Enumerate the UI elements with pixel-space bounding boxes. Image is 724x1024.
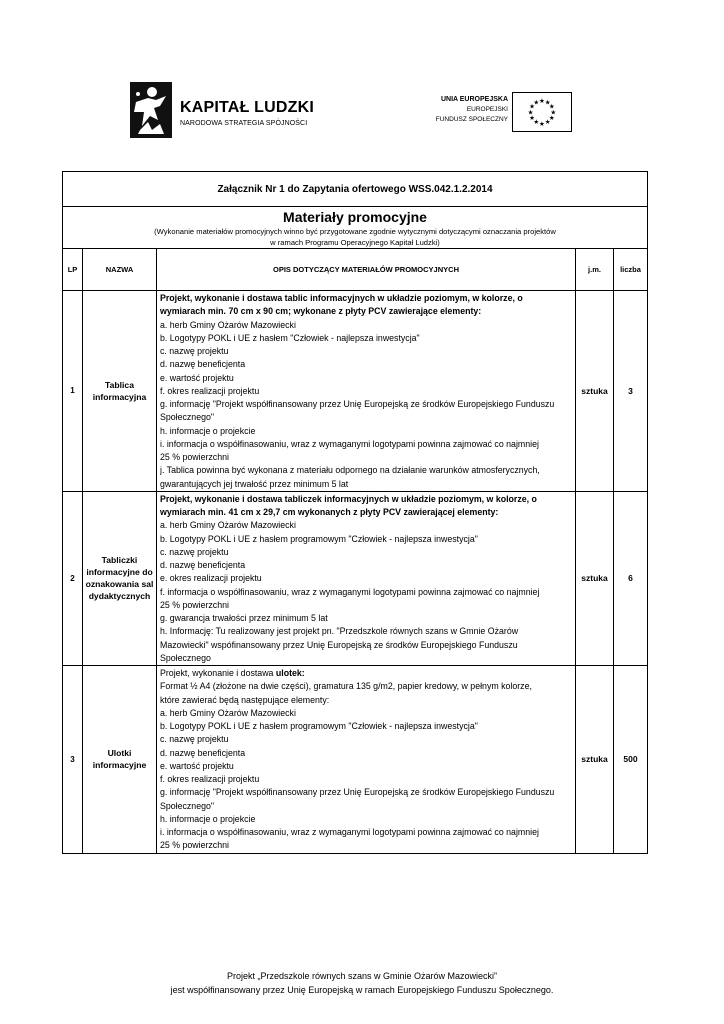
description-text: Społecznego <box>160 652 211 663</box>
description-text: h. informacje o projekcie <box>160 813 256 824</box>
description-line <box>160 385 573 398</box>
description-text: d. nazwę beneficjenta <box>160 747 246 758</box>
item-name-line: oznakowania sal <box>85 579 154 590</box>
description-text: Społecznego" <box>160 412 214 423</box>
description-text: Projekt, wykonanie i dostawa <box>160 668 276 678</box>
description-line <box>160 438 573 451</box>
description-text: 25 % powierzchni <box>160 452 229 462</box>
eu-star-icon: ★ <box>539 97 545 105</box>
description-text: Mazowiecki" wspófinansowany przez Unię Europejską ze środków Europejskiego Funduszu <box>160 639 518 650</box>
description-emphasis: ulotek: <box>275 668 305 678</box>
description-line <box>160 652 573 665</box>
description-text: i. informacja o współfinasowaniu, wraz z wymaganymi logotypami powinna zajmować co najmniej <box>160 827 539 837</box>
description-line <box>160 372 573 385</box>
eu-logo-text <box>436 95 508 125</box>
description-line <box>160 667 573 680</box>
description-line <box>160 559 573 572</box>
description-line <box>160 319 573 332</box>
eu-star-icon: ★ <box>544 119 551 127</box>
eu-logo-line3: FUNDUSZ SPOŁECZNY <box>435 116 508 123</box>
eu-star-icon: ★ <box>533 99 540 107</box>
description-text: a. herb Gminy Ożarów Mazowiecki <box>160 707 296 718</box>
description-text: g. informację "Projekt współfinansowany przez Unię Europejską ze środków Europejskiego Funduszu <box>160 787 555 798</box>
item-quantity: 500 <box>614 666 648 854</box>
description-text: e. wartość projektu <box>160 372 234 383</box>
description-line <box>160 733 573 746</box>
description-text: e. wartość projektu <box>160 760 234 771</box>
table-row <box>63 291 648 492</box>
item-description <box>157 491 576 665</box>
column-header-unit: j.m. <box>576 249 614 291</box>
description-line <box>160 572 573 585</box>
section-header <box>63 207 648 249</box>
item-quantity: 6 <box>614 491 648 665</box>
column-header-lp: LP <box>63 249 83 291</box>
column-header-description: OPIS DOTYCZĄCY MATERIAŁÓW PROMOCYJNYCH <box>157 249 576 291</box>
table-header-row <box>63 249 648 291</box>
item-unit: sztuka <box>576 491 614 665</box>
item-name-line: Ulotki <box>107 748 132 759</box>
description-line <box>160 292 573 305</box>
description-line <box>160 345 573 358</box>
description-line <box>160 707 573 720</box>
description-line <box>160 813 573 826</box>
description-text: a. herb Gminy Ożarów Mazowiecki <box>160 319 296 330</box>
kapital-ludzki-emblem-icon <box>130 82 172 138</box>
eu-star-icon: ★ <box>539 120 545 128</box>
table-row <box>63 491 648 665</box>
description-text: Format ½ A4 (złożone na dwie części), gramatura 135 g/m2, papier kredowy, w pełnym kolorze, <box>160 681 532 692</box>
description-text: 25 % powierzchni <box>160 599 229 610</box>
description-text: 25 % powierzchni <box>160 840 229 851</box>
description-line <box>160 786 573 799</box>
description-text: h. Informację: Tu realizowany jest projekt pn. "Przedszkole równych szans w Gmnie Ożarów <box>160 626 519 637</box>
item-unit: sztuka <box>576 666 614 854</box>
section-note-line1: (Wykonanie materiałów promocyjnych winno być przygotowane zgodnie wytycznymi dotyczącymi oznaczania projektów <box>154 226 556 236</box>
kapital-ludzki-title: KAPITAŁ LUDZKI <box>180 99 315 116</box>
description-line <box>160 800 573 813</box>
eu-logo <box>428 92 574 134</box>
item-name-line: informacyjne do <box>86 567 153 578</box>
description-text: Projekt, wykonanie i dostawa tabliczek informacyjnych w układzie poziomym, w kolorze, o <box>160 493 537 504</box>
item-name-line: Tabliczki <box>101 555 138 566</box>
description-text: wymiarach min. 41 cm x 29,7 cm wykonanych z płyty PCV zawierającej elementy: <box>160 507 499 517</box>
description-text: f. okres realizacji projektu <box>160 774 260 784</box>
item-unit: sztuka <box>576 291 614 492</box>
description-line <box>160 639 573 652</box>
description-text: a. herb Gminy Ożarów Mazowiecki <box>160 520 296 531</box>
description-line <box>160 398 573 411</box>
description-line <box>160 358 573 371</box>
item-name-line: informacyjna <box>92 391 147 402</box>
item-name-line: Tablica <box>105 379 134 390</box>
description-line <box>160 694 573 707</box>
row-number: 2 <box>63 491 83 665</box>
eu-star-icon: ★ <box>544 99 551 107</box>
description-line <box>160 747 573 760</box>
item-name <box>83 666 157 854</box>
row-number: 1 <box>63 291 83 492</box>
description-text: c. nazwę projektu <box>160 546 229 557</box>
column-header-quantity: liczba <box>614 249 648 291</box>
item-name <box>83 291 157 492</box>
description-text: Projekt, wykonanie i dostawa tablic informacyjnych w układzie poziomym, w kolorze, o <box>160 293 523 303</box>
item-description <box>157 666 576 854</box>
description-line <box>160 332 573 345</box>
page-footer <box>0 969 724 997</box>
eu-logo-line2: EUROPEJSKI <box>466 106 508 113</box>
description-text: f. informacja o współfinasowaniu, wraz z wymaganymi logotypami powinna zajmować co najmniej <box>160 586 540 597</box>
description-text: wymiarach min. 70 cm x 90 cm; wykonane z płyty PCV zawierające elementy: <box>160 306 482 317</box>
description-line <box>160 612 573 625</box>
footer-line1: Projekt „Przedszkole równych szans w Gminie Ożarów Mazowiecki” <box>226 971 498 981</box>
description-line <box>160 506 573 519</box>
eu-star-icon: ★ <box>533 119 540 127</box>
eu-flag-stars-icon <box>512 92 572 132</box>
document-title: Załącznik Nr 1 do Zapytania ofertowego WSS.042.1.2.2014 <box>63 172 648 207</box>
column-header-name: NAZWA <box>83 249 157 291</box>
description-text: d. nazwę beneficjenta <box>160 560 246 570</box>
eu-star-icon: ★ <box>550 109 557 117</box>
item-description <box>157 291 576 492</box>
eu-star-icon: ★ <box>548 115 555 123</box>
description-text: gwarantujących jej trwałość przez minimum 5 lat <box>160 478 349 489</box>
footer-line2: jest współfinansowany przez Unię Europejską w ramach Europejskiego Funduszu Społecznego. <box>170 985 554 995</box>
description-line <box>160 720 573 733</box>
description-line <box>160 411 573 424</box>
description-line <box>160 425 573 438</box>
materials-table <box>62 171 648 854</box>
description-line <box>160 451 573 464</box>
description-line <box>160 546 573 559</box>
description-line <box>160 493 573 506</box>
description-text: f. okres realizacji projektu <box>160 385 260 396</box>
row-number: 3 <box>63 666 83 854</box>
description-text: i. informacja o współfinasowaniu, wraz z wymaganymi logotypami powinna zajmować co najmniej <box>160 438 539 449</box>
description-text: b. Logotypy POKL i UE z hasłem programowym "Człowiek - najlepsza inwestycja" <box>160 721 478 731</box>
description-line <box>160 305 573 318</box>
eu-star-icon: ★ <box>527 109 534 117</box>
description-text: b. Logotypy POKL i UE z hasłem programowym "Człowiek - najlepsza inwestycja" <box>160 533 478 544</box>
description-line <box>160 533 573 546</box>
description-line <box>160 680 573 693</box>
description-text: g. informację "Projekt współfinansowany przez Unię Europejską ze środków Europejskiego Funduszu <box>160 399 555 409</box>
description-line <box>160 773 573 786</box>
description-line <box>160 478 573 491</box>
description-line <box>160 586 573 599</box>
item-name-line: dydaktycznych <box>88 591 151 602</box>
description-text: h. informacje o projekcie <box>160 425 256 436</box>
item-name-line: informacyjne <box>92 760 147 771</box>
description-line <box>160 826 573 839</box>
section-title: Materiały promocyjne <box>283 208 427 225</box>
item-name <box>83 491 157 665</box>
description-line <box>160 519 573 532</box>
description-line <box>160 839 573 852</box>
description-line <box>160 625 573 638</box>
eu-star-icon: ★ <box>529 115 536 123</box>
eu-logo-line1: UNIA EUROPEJSKA <box>440 96 508 103</box>
description-line <box>160 464 573 477</box>
description-text: j. Tablica powinna być wykonana z materiału odpornego na działanie warunków atmosferycznych, <box>160 465 540 476</box>
eu-star-icon: ★ <box>548 103 555 111</box>
table-row <box>63 666 648 854</box>
eu-star-icon: ★ <box>529 103 536 111</box>
kapital-ludzki-logo <box>130 82 315 140</box>
description-text: c. nazwę projektu <box>160 346 229 356</box>
description-text: e. okres realizacji projektu <box>160 573 262 584</box>
item-quantity: 3 <box>614 291 648 492</box>
description-text: b. Logotypy POKL i UE z hasłem "Człowiek - najlepsza inwestycja" <box>160 332 420 343</box>
description-text: które zawierać będą następujące elementy: <box>160 694 330 705</box>
description-text: g. gwarancja trwałości przez minimum 5 lat <box>160 613 328 623</box>
kapital-ludzki-subtitle: NARODOWA STRATEGIA SPÓJNOŚCI <box>180 120 308 127</box>
description-line <box>160 599 573 612</box>
description-text: d. nazwę beneficjenta <box>160 359 246 370</box>
description-text: c. nazwę projektu <box>160 734 229 745</box>
section-note-line2: w ramach Programu Operacyjnego Kapitał Ludzki) <box>270 237 440 247</box>
description-line <box>160 760 573 773</box>
description-text: Społecznego" <box>160 800 214 811</box>
